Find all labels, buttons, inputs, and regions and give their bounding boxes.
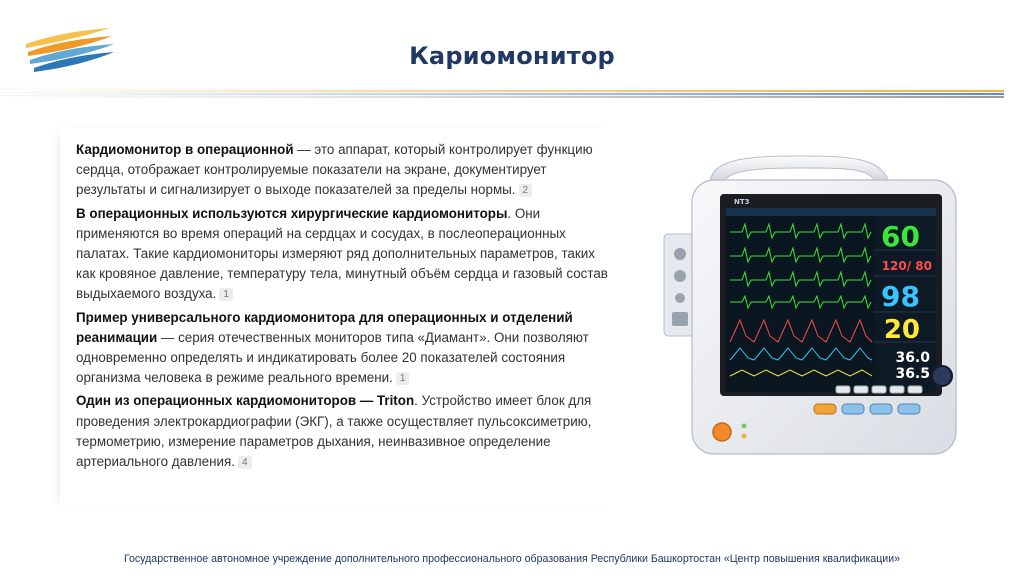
paragraph — [76, 308, 616, 389]
cardiac-monitor-image — [650, 150, 962, 456]
page-title: Кариомонитор — [409, 42, 615, 70]
header-divider — [0, 85, 1004, 101]
paragraph-text: — серия отечественных мониторов типа «Диамант». Они позволяют одновременно определять и индикатировать более 20 показателей состояния организма человека в режиме реального времени. — [76, 329, 589, 386]
paragraph-lead: Кардиомонитор в операционной — [76, 142, 294, 157]
temperature-2-value: 36.5 — [895, 366, 930, 382]
heart-rate-value: 60 — [881, 220, 920, 253]
paragraph-lead: Пример универсального кардиомонитора для операционных и отделений реанимации — [76, 309, 573, 345]
paragraph-lead: В операционных используются хирургические кардиомониторы — [76, 205, 508, 221]
citation-badge[interactable]: 2 — [519, 184, 533, 197]
monitor-brand-label: NT3 — [734, 198, 750, 206]
paragraph — [76, 391, 616, 472]
paragraph-text: . Устройство имеет блок для проведения электрокардиографии (ЭКГ), а также осуществляет пульсоксиметрию, термометрию, измерение параметров дыхания, неинвазивное определение артериального давления. — [76, 393, 592, 470]
paragraph — [76, 140, 616, 201]
citation-badge[interactable]: 1 — [396, 372, 410, 385]
citation-badge[interactable]: 4 — [238, 456, 252, 469]
monitor-button-row — [836, 386, 922, 393]
resp-value: 20 — [883, 315, 920, 345]
footer-organization: Государственное автономное учреждение дополнительного профессионального образования Республики Башкортостан «Центр повышения квалификации» — [123, 553, 901, 565]
paragraph-text: — это аппарат, который контролирует функцию сердца, отображает контролируемые показатели на экране, документирует результаты и сигнализирует о выходе показателей за пределы нормы. — [76, 142, 593, 198]
text-panel — [60, 128, 620, 508]
temperature-1-value: 36.0 — [895, 350, 930, 366]
spo2-value: 98 — [881, 280, 920, 313]
citation-badge[interactable]: 1 — [219, 288, 233, 301]
paragraph — [76, 204, 616, 305]
paragraph-lead: Один из операционных кардиомониторов — Triton — [76, 393, 415, 409]
blood-pressure-value: 120/ 80 — [881, 259, 932, 273]
paragraph-text: . Они применяются во время операций на сердцах и сосудах, в послеоперационных палатах. Такие кардиомониторы измеряют ряд дополнительных параметров, таких как кровяное давление, температуру тела, минутный объём сердца и газовый состав выдыхаемого воздуха. — [76, 205, 608, 302]
